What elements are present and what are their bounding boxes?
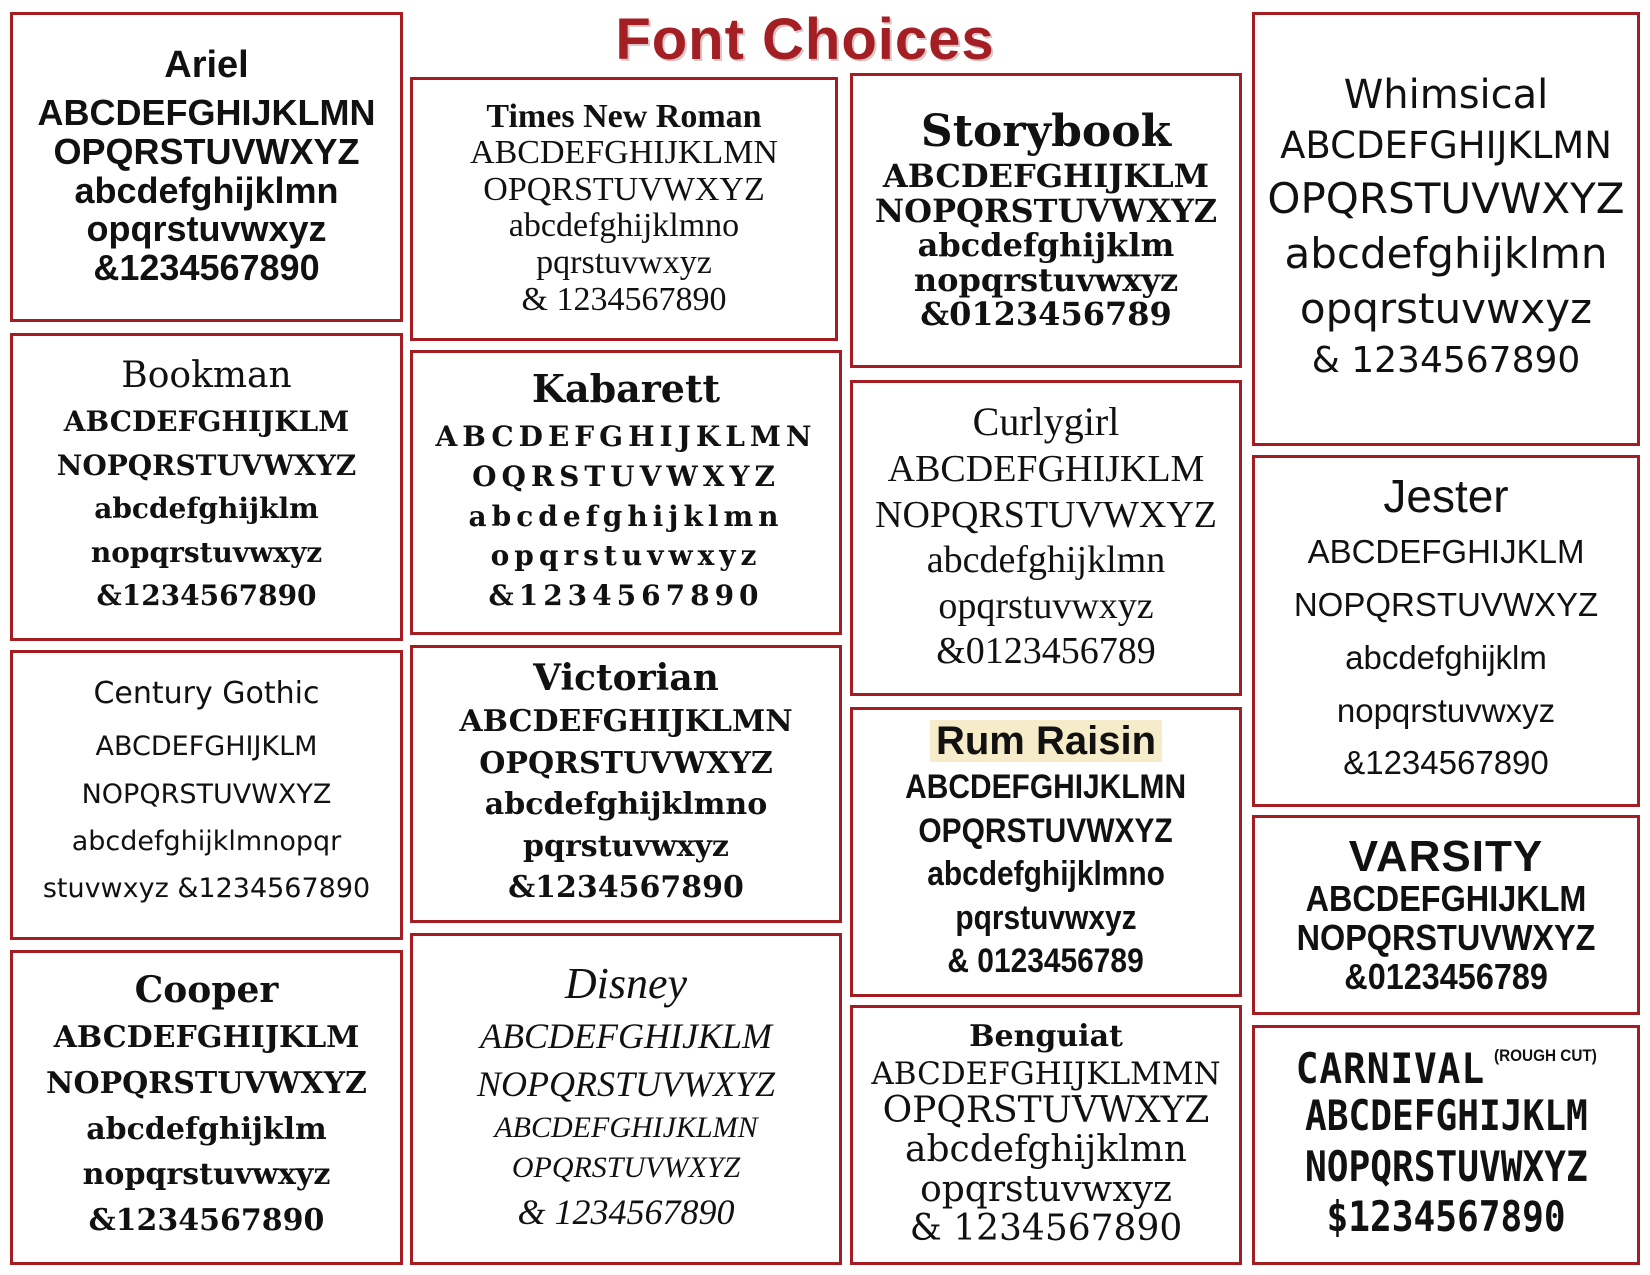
sample-line-uppercase-1: ABCDEFGHIJKLMN [37, 91, 376, 133]
sample-line-numbers: & 0123456789 [947, 942, 1145, 981]
sample-line-lowercase-1: abcdefghijklmno [508, 207, 740, 245]
sample-line-lowercase-2: nopqrstuvwxyz [90, 535, 323, 569]
page-title: Font Choices [615, 7, 995, 72]
sample-line-uppercase-1: ABCDEFGHIJKLMN [905, 768, 1187, 807]
sample-line-lowercase-1: abcdefghijklm [86, 1111, 327, 1147]
font-sample-victorian [410, 645, 842, 923]
sample-line-uppercase-1: ABCDEFGHIJKLMMN [871, 1055, 1221, 1092]
sample-line-uppercase-1: ABCDEFGHIJKLMN [470, 134, 778, 172]
font-name-row [1295, 1044, 1597, 1094]
sample-line-lowercase-2: opqrstuvwxyz [1299, 284, 1593, 334]
sample-line-lowercase-1: abcdefghijklmno [484, 787, 768, 823]
sample-line-lowercase-2: nopqrstuvwxyz [913, 260, 1179, 299]
sample-line-lowercase-2: pqrstuvwxyz [536, 244, 712, 282]
sample-line-uppercase-2: OPQRSTUVWXYZ [53, 130, 360, 172]
sample-line-uppercase-2: NOPQRSTUVWXYZ [56, 448, 357, 482]
font-name: Cooper [134, 968, 279, 1011]
font-name: Storybook [920, 106, 1172, 158]
sample-line-numbers: $1234567890 [1326, 1192, 1566, 1242]
font-name: CARNIVAL [1295, 1044, 1485, 1094]
sample-line-lowercase-1: abcdefghijklm [1345, 638, 1547, 676]
font-name: Times New Roman [486, 98, 762, 136]
font-name: VARSITY [1348, 831, 1544, 881]
sample-line-numbers: & 1234567890 [909, 1208, 1183, 1250]
sample-line-uppercase-2: NOPQRSTUVWXYZ [874, 191, 1218, 230]
sample-line-lowercase-2: nopqrstuvwxyz [1336, 691, 1556, 729]
font-sample-century-gothic [10, 650, 403, 940]
sample-line-lowercase-1: abcdefghijklmn [905, 1129, 1187, 1171]
font-name: Jester [1383, 469, 1509, 522]
sample-line-uppercase-1: ABCDEFGHIJKLM [1307, 533, 1585, 571]
sample-line-lowercase-1: abcdefghijklm [917, 226, 1175, 265]
font-name: Curlygirl [972, 399, 1120, 445]
font-sample-jester [1252, 455, 1640, 807]
font-sample-kabarett [410, 350, 842, 635]
sample-line-uppercase-2: NOPQRSTUVWXYZ [1304, 1141, 1588, 1191]
font-name: Victorian [533, 656, 719, 699]
sample-line-uppercase-1: ABCDEFGHIJKLM [53, 1020, 360, 1056]
sample-line-numbers: &0123456789 [936, 630, 1156, 673]
sample-line-numbers: &1234567890 [1343, 744, 1549, 782]
font-sample-times-new-roman [410, 77, 838, 341]
sample-line-lowercase-2: opqrstuvwxyz [920, 1168, 1172, 1210]
sample-line-uppercase-1: ABCDEFGHIJKLM [1304, 1091, 1588, 1141]
font-name: Ariel [164, 43, 249, 86]
sample-line-uppercase-1: ABCDEFGHIJKLMN [459, 704, 793, 740]
font-sample-curlygirl [850, 380, 1242, 696]
sample-line-lowercase-1: abcdefghijklm [94, 492, 319, 526]
sample-line-uppercase-1: ABCDEFGHIJKLM [1305, 877, 1587, 919]
font-sample-ariel [10, 12, 403, 322]
font-name: Kabarett [531, 366, 721, 412]
font-sample-whimsical [1252, 12, 1640, 446]
sample-line-numbers: & 1234567890 [517, 1192, 735, 1233]
font-sample-bookman [10, 333, 403, 641]
font-name: Century Gothic [93, 675, 320, 711]
sample-line-uppercase-1: ABCDEFGHIJKLM [480, 1015, 772, 1056]
sample-line-lowercase-1: abcdefghijklmn [926, 539, 1166, 582]
font-sample-varsity [1252, 815, 1640, 1015]
sample-line-uppercase-1: ABCDEFGHIJKLMN [1280, 123, 1612, 167]
sample-line-lowercase: abcdefghijklmnopqr [71, 825, 342, 857]
sample-line-uppercase-2: NOPQRSTUVWXYZ [46, 1066, 367, 1101]
sample-line-uppercase-2: OPQRSTUVWXYZ [882, 1089, 1210, 1131]
sample-line-uppercase-1: ABCDEFGHIJKLM [63, 405, 350, 439]
font-sample-rum-raisin [850, 707, 1242, 997]
sample-line-uppercase-2: NOPQRSTUVWXYZ [1293, 585, 1599, 623]
sample-line-numbers: & 1234567890 [1311, 339, 1581, 381]
sample-line-uppercase-1: ABCDEFGHIJKLMN [435, 420, 817, 454]
font-sample-storybook [850, 73, 1242, 368]
sample-line-uppercase-2: NOPQRSTUVWXYZ [1296, 916, 1596, 958]
sample-line-lowercase-1: abcdefghijklmno [927, 855, 1165, 894]
sample-line-numbers: &1234567890 [508, 869, 744, 905]
sample-line-lowercase-2: pqrstuvwxyz [955, 898, 1137, 937]
sample-line-uppercase-2: OPQRSTUVWXYZ [918, 811, 1174, 850]
sample-line-uppercase-2: OPQRSTUVWXYZ [479, 745, 773, 781]
sample-line-uppercase-2: OQRSTUVWXYZ [472, 459, 780, 493]
sample-line-uppercase-4: OPQRSTUVWXYZ [511, 1151, 741, 1185]
sample-line-lowercase-1: abcdefghijklmn [1284, 228, 1608, 278]
sample-line-uppercase-2: OPQRSTUVWXYZ [483, 170, 765, 208]
sample-line-lowercase-2: opqrstuvwxyz [490, 539, 762, 573]
font-sample-carnival [1252, 1025, 1640, 1265]
font-sample-cooper [10, 950, 403, 1265]
sample-line-numbers: &1234567890 [93, 247, 320, 289]
sample-line-uppercase-2: NOPQRSTUVWXYZ [476, 1063, 776, 1104]
sample-line-uppercase-1: ABCDEFGHIJKLM [95, 731, 318, 763]
sample-line-lowercase-numbers: stuvwxyz &1234567890 [42, 873, 371, 904]
sample-line-lowercase-1: abcdefghijklmn [468, 499, 784, 533]
sample-line-uppercase-1: ABCDEFGHIJKLM [882, 157, 1210, 196]
sample-line-lowercase-2: opqrstuvwxyz [86, 208, 327, 250]
font-sample-benguiat [850, 1005, 1242, 1265]
sample-line-numbers: & 1234567890 [521, 280, 727, 318]
sample-line-numbers: &0123456789 [1344, 955, 1548, 997]
sample-line-lowercase-1: abcdefghijklmn [74, 169, 339, 211]
sample-line-lowercase-2: opqrstuvwxyz [938, 584, 1154, 627]
font-name: Whimsical [1343, 71, 1549, 118]
sample-line-uppercase-2: OPQRSTUVWXYZ [1267, 173, 1625, 223]
font-name: Bookman [121, 354, 292, 396]
font-note: (ROUGH CUT) [1493, 1046, 1597, 1066]
sample-line-numbers: &1234567890 [96, 578, 317, 612]
sample-line-uppercase-3: ABCDEFGHIJKLMN [494, 1111, 758, 1145]
font-sample-disney [410, 933, 842, 1265]
sample-line-lowercase-2: pqrstuvwxyz [523, 828, 729, 864]
sample-line-lowercase-2: nopqrstuvwxyz [82, 1157, 331, 1193]
sample-line-uppercase-2: NOPQRSTUVWXYZ [875, 493, 1217, 536]
sample-line-uppercase-1: ABCDEFGHIJKLM [887, 448, 1205, 491]
sample-line-uppercase-2: NOPQRSTUVWXYZ [81, 778, 332, 810]
sample-line-numbers: &1234567890 [488, 579, 764, 613]
sample-line-numbers: &1234567890 [88, 1202, 325, 1238]
font-name: Benguiat [969, 1019, 1123, 1055]
font-name: Disney [564, 959, 688, 1009]
sample-line-numbers: &0123456789 [920, 295, 1172, 334]
font-name: Rum Raisin [930, 720, 1162, 762]
